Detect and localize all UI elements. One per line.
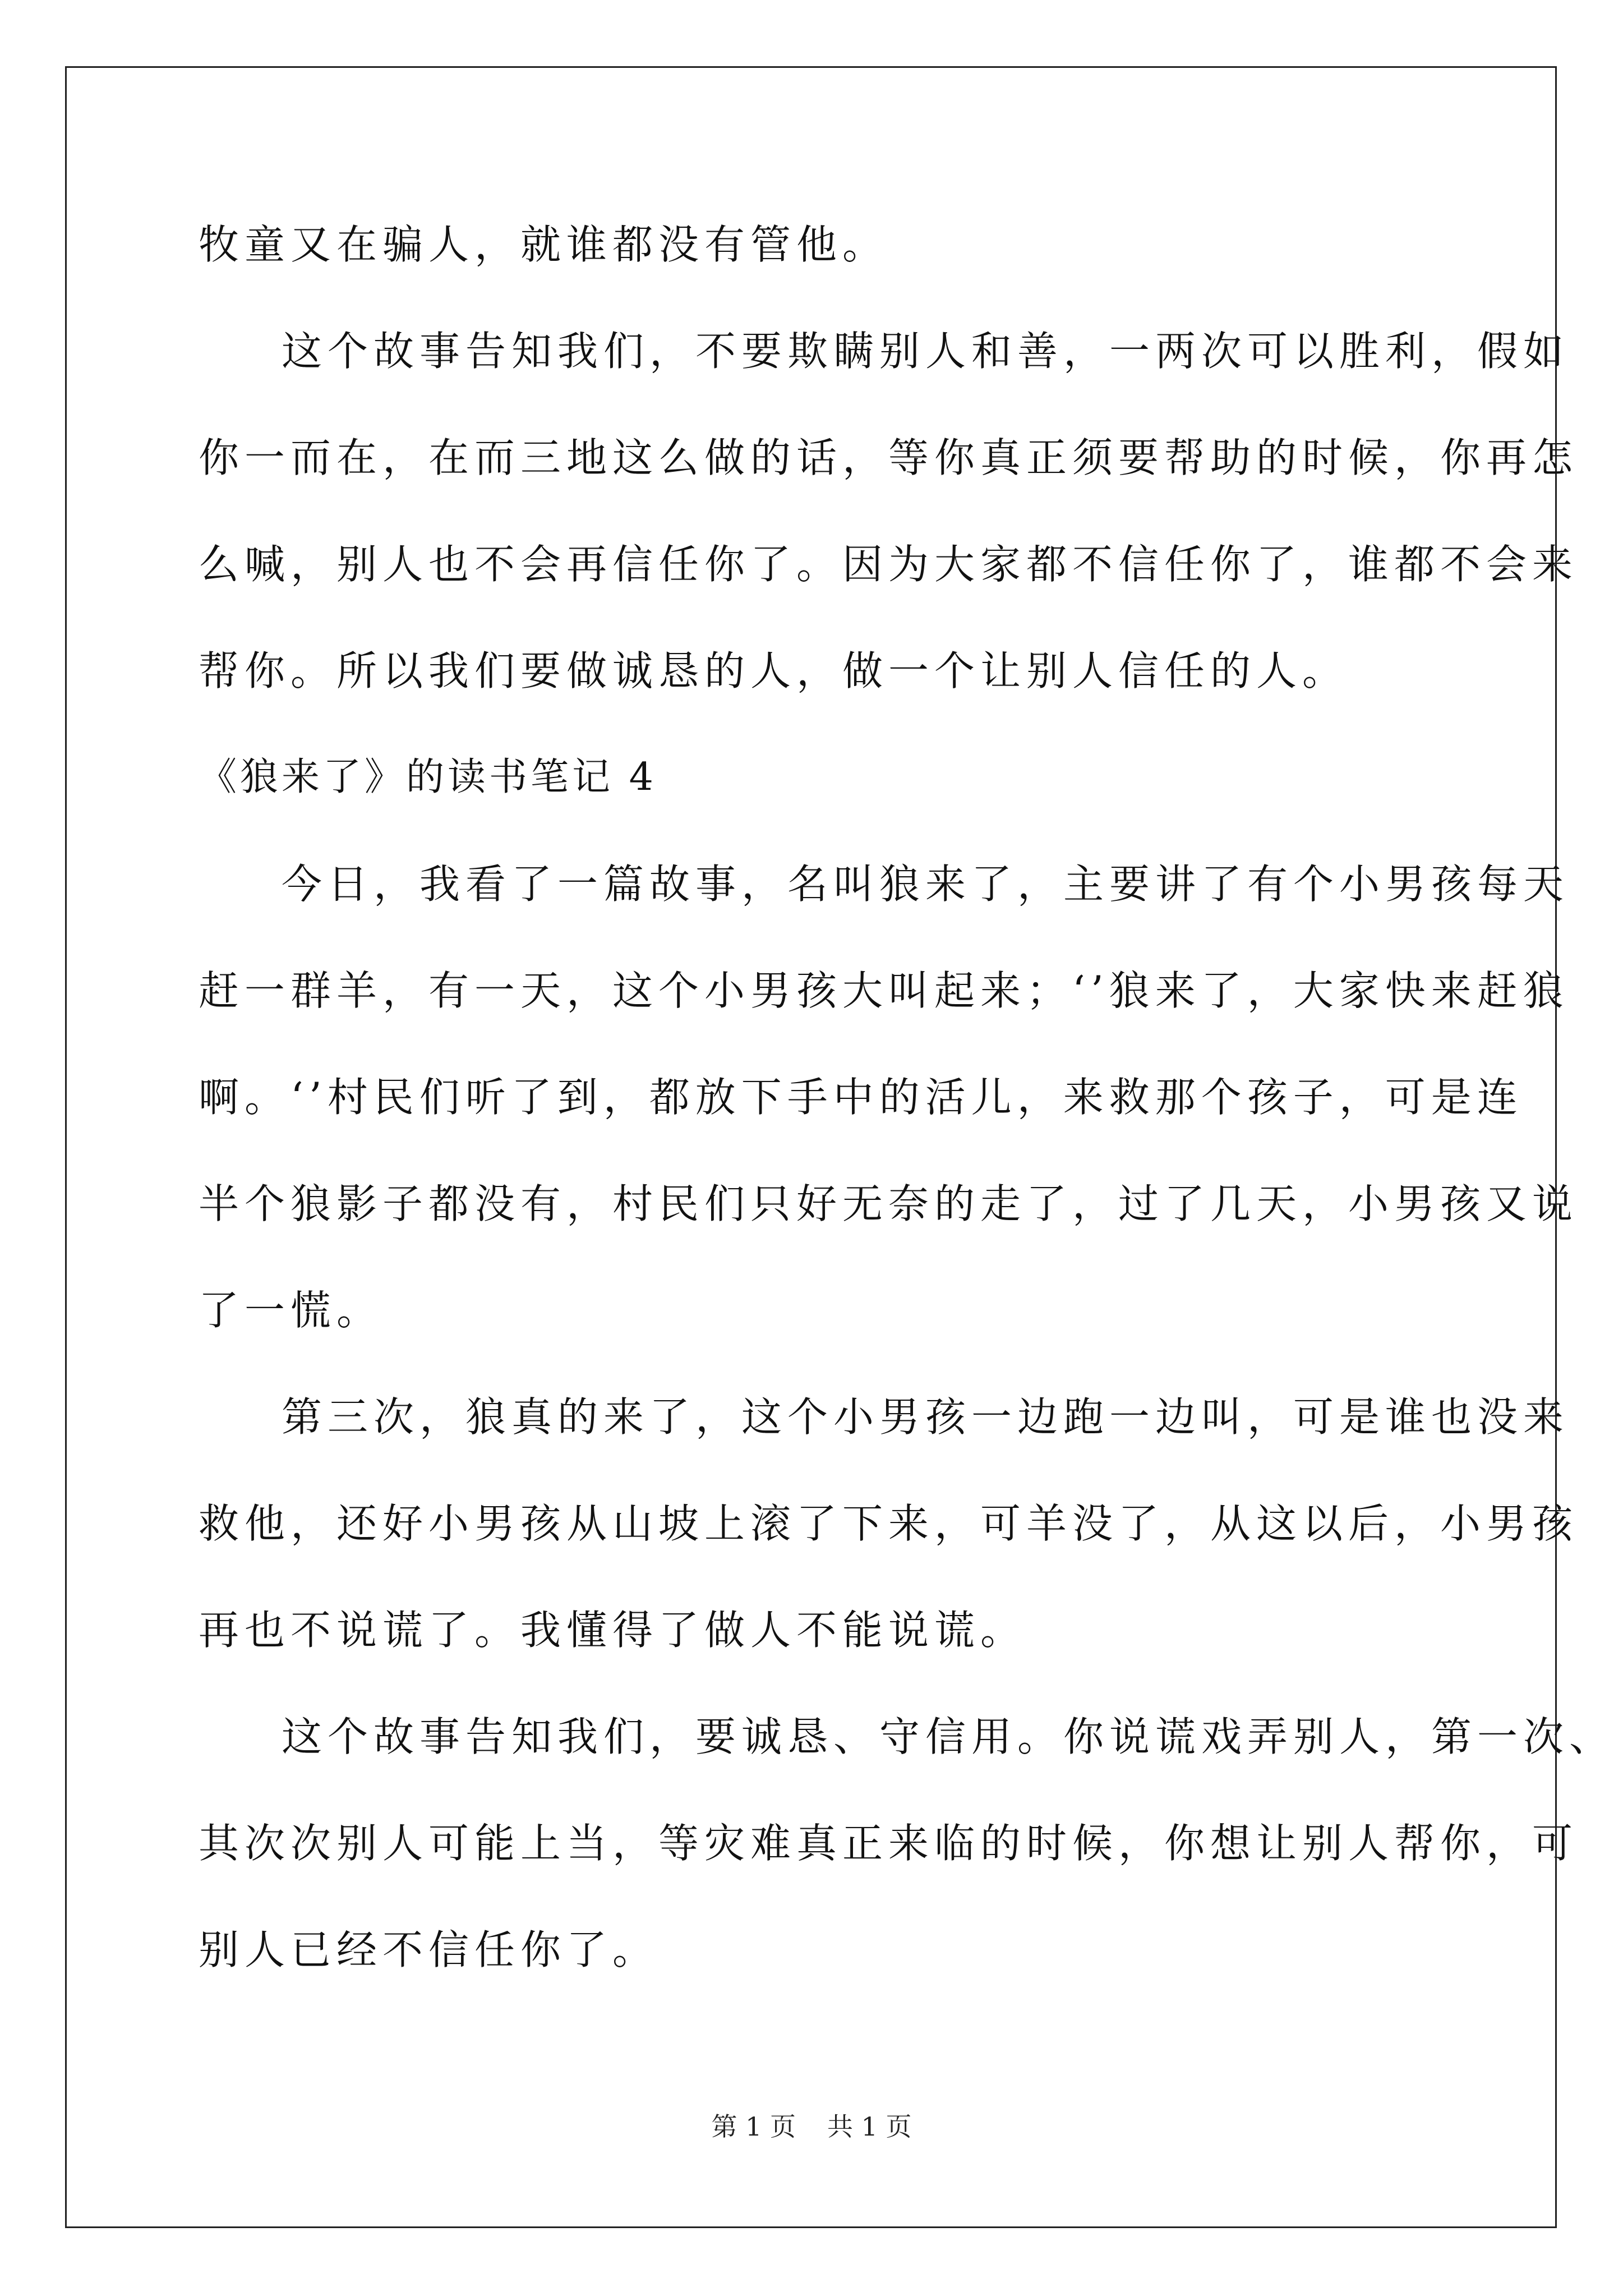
document-body [199, 221, 1616, 2036]
text-line: 别人已经不信任你了。 [199, 1926, 659, 1973]
text-line: 半个狼影子都没有，村民们只好无奈的走了，过了几天，小男孩又说 [199, 1180, 1579, 1227]
text-line: 啊。‘’村民们听了到，都放下手中的活儿，来救那个孩子，可是连 [199, 1074, 1523, 1121]
text-line: 牧童又在骗人，就谁都没有管他。 [199, 221, 889, 268]
text-line: 其次次别人可能上当，等灾难真正来临的时候，你想让别人帮你，可 [199, 1820, 1579, 1867]
page-total: 共 1 页 [827, 2111, 912, 2142]
paragraph-first-line: 第三次，狼真的来了，这个小男孩一边跑一边叫，可是谁也没来 [282, 1393, 1570, 1441]
text-line: 赶一群羊，有一天，这个小男孩大叫起来；‘’狼来了，大家快来赶狼 [199, 967, 1569, 1014]
text-line: 你一而在，在而三地这么做的话，等你真正须要帮助的时候，你再怎 [199, 434, 1579, 481]
text-line: 么喊，别人也不会再信任你了。因为大家都不信任你了，谁都不会来 [199, 541, 1579, 588]
paragraph-first-line: 这个故事告知我们，不要欺瞒别人和善，一两次可以胜利，假如 [282, 328, 1570, 375]
text-line: 帮你。所以我们要做诚恳的人，做一个让别人信任的人。 [199, 647, 1349, 694]
section-heading: 《狼来了》的读书笔记 4 [199, 755, 657, 799]
text-line: 救他，还好小男孩从山坡上滚了下来，可羊没了，从这以后，小男孩 [199, 1500, 1579, 1547]
page-footer [0, 2111, 1623, 2142]
paragraph-first-line: 今日，我看了一篇故事，名叫狼来了，主要讲了有个小男孩每天 [282, 861, 1570, 908]
paragraph-first-line: 这个故事告知我们，要诚恳、守信用。你说谎戏弄别人，第一次、 [282, 1713, 1616, 1760]
text-line: 了一慌。 [199, 1287, 383, 1334]
text-line: 再也不说谎了。我懂得了做人不能说谎。 [199, 1607, 1027, 1654]
page-number: 第 1 页 [711, 2111, 796, 2142]
